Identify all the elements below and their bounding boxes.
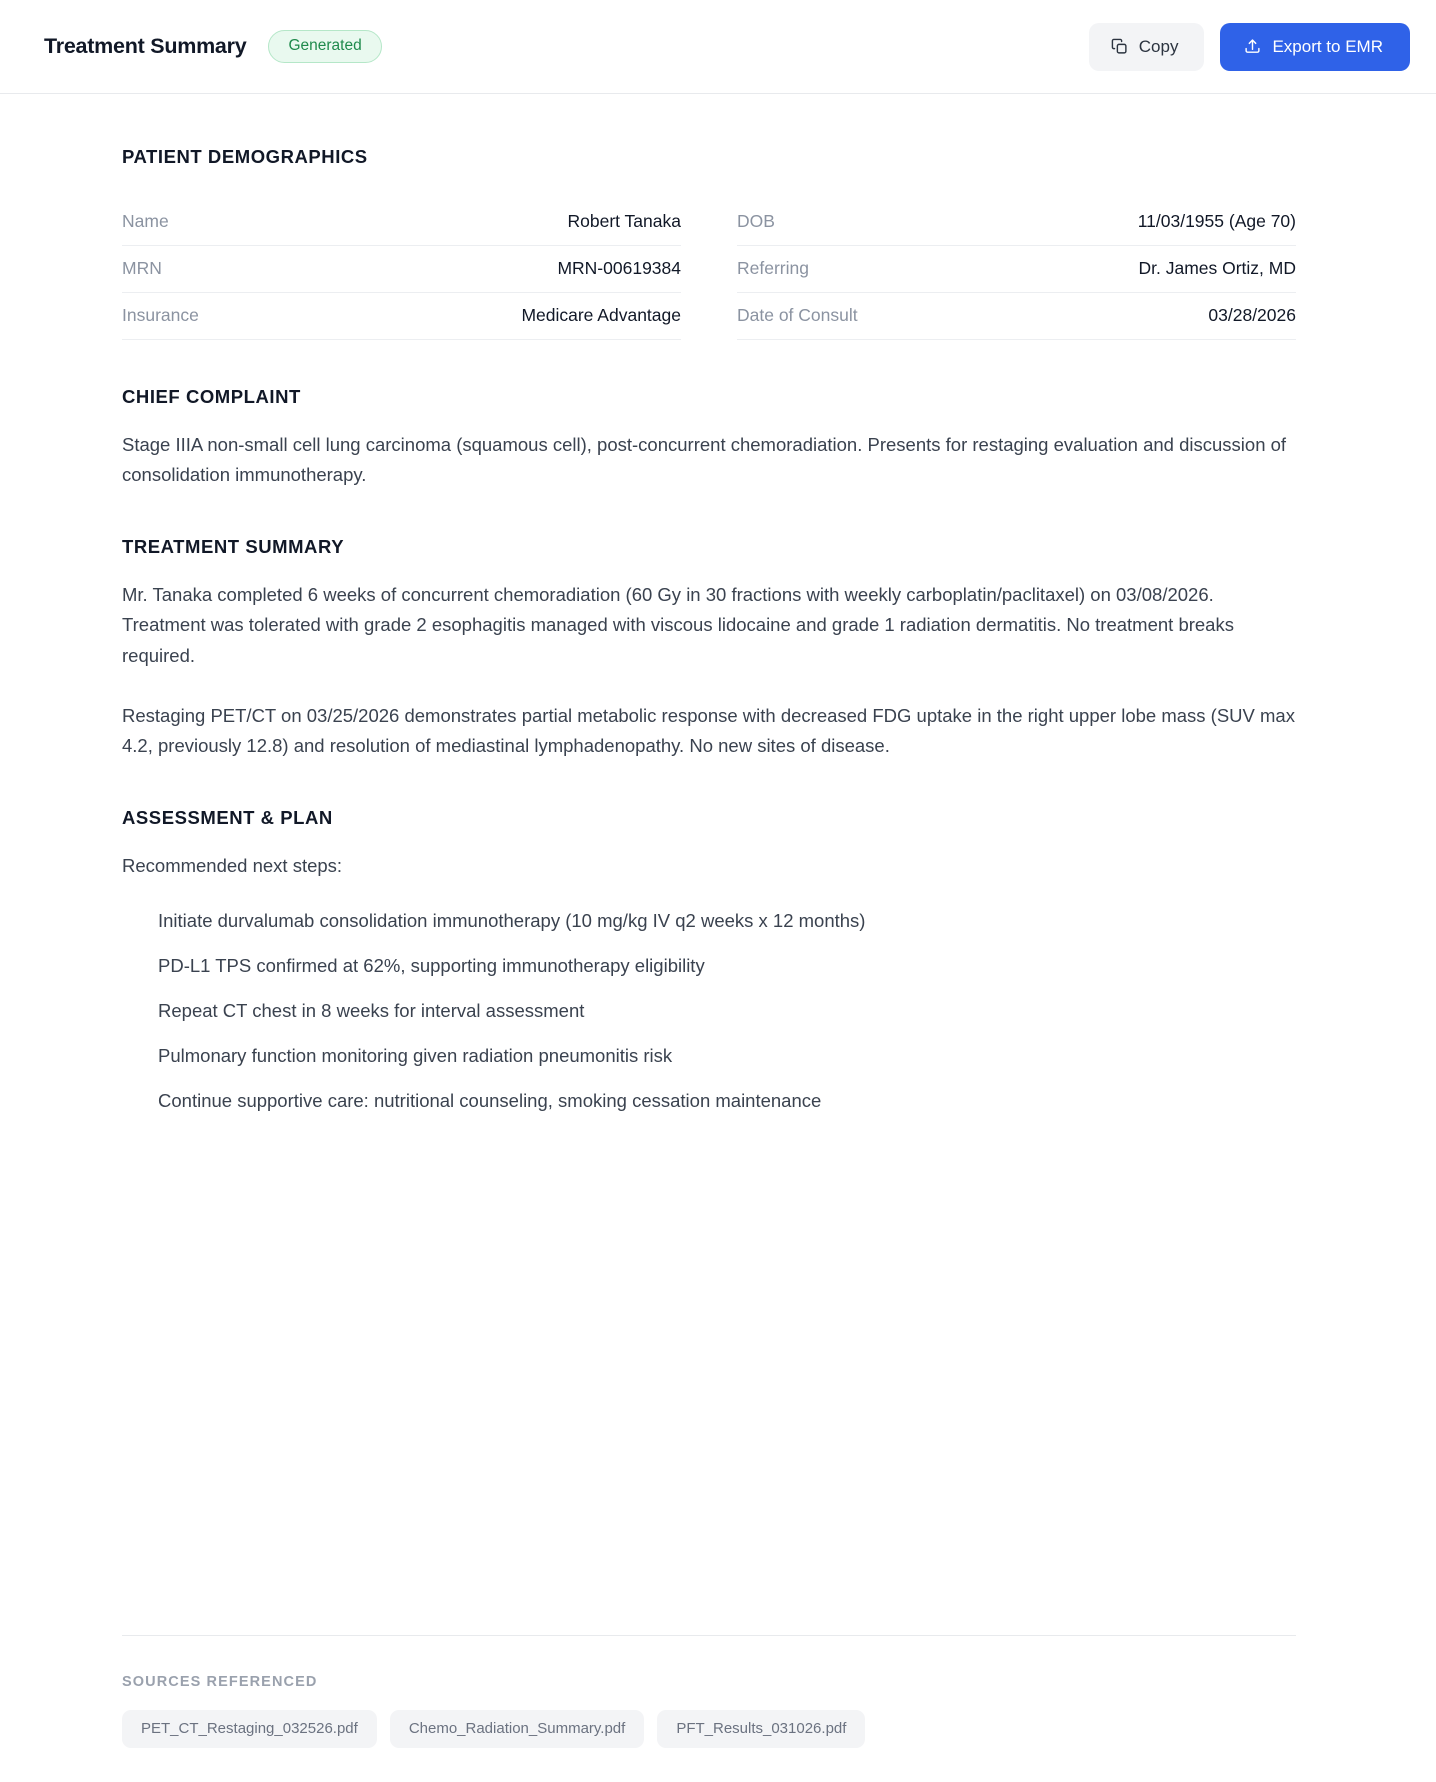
list-item: Pulmonary function monitoring given radiation pneumonitis risk — [158, 1045, 673, 1067]
demographics-left-column — [122, 199, 681, 340]
treatment-summary-heading: TREATMENT SUMMARY — [122, 536, 345, 558]
chief-complaint-section — [122, 386, 1296, 490]
demographics-row — [737, 199, 1296, 246]
demographics-grid — [122, 199, 1296, 340]
list-item: Continue supportive care: nutritional counseling, smoking cessation maintenance — [158, 1090, 822, 1111]
field-label: MRN — [122, 258, 162, 278]
chief-complaint-text: Stage IIIA non-small cell lung carcinoma (squamous cell), post-concurrent chemoradiation. Presents for restaging evaluation and discussion of consolidation immunotherapy. — [122, 434, 1287, 486]
treatment-summary-paragraph: Mr. Tanaka completed 6 weeks of concurrent chemoradiation (60 Gy in 30 fractions with weekly carboplatin/paclitaxel) on 03/08/2026. Treatment was tolerated with grade 2 esophagitis managed with viscous lidocaine and grade 1 radiation dermatitis. No treatment breaks required. — [122, 584, 1234, 666]
header-actions — [1089, 23, 1410, 71]
treatment-summary-section — [122, 536, 1296, 761]
demographics-heading: PATIENT DEMOGRAPHICS — [122, 146, 368, 167]
list-item: Initiate durvalumab consolidation immunotherapy (10 mg/kg IV q2 weeks x 12 months) — [158, 910, 866, 932]
field-label: Date of Consult — [737, 305, 858, 325]
source-chip[interactable]: PFT_Results_031026.pdf — [657, 1710, 865, 1748]
demographics-right-column — [737, 199, 1296, 340]
copy-button[interactable] — [1089, 23, 1205, 71]
field-value: Dr. James Ortiz, MD — [1138, 258, 1296, 278]
field-label: DOB — [737, 211, 775, 231]
export-to-emr-button[interactable] — [1220, 23, 1410, 71]
recommended-steps-list — [122, 899, 1296, 1124]
list-item: Repeat CT chest in 8 weeks for interval assessment — [158, 1000, 585, 1022]
sources-label: SOURCES REFERENCED — [122, 1674, 318, 1690]
list-item: PD-L1 TPS confirmed at 62%, supporting immunotherapy eligibility — [158, 955, 705, 977]
page-header — [0, 0, 1436, 94]
upload-icon — [1244, 38, 1261, 55]
field-label: Insurance — [122, 305, 199, 325]
field-label: Referring — [737, 258, 809, 278]
source-chip[interactable]: PET_CT_Restaging_032526.pdf — [122, 1710, 377, 1748]
copy-button-label: Copy — [1138, 36, 1179, 56]
field-value: Medicare Advantage — [521, 305, 681, 325]
field-value: Robert Tanaka — [567, 211, 681, 231]
field-value: 11/03/1955 (Age 70) — [1137, 211, 1296, 231]
source-chip[interactable]: Chemo_Radiation_Summary.pdf — [390, 1710, 645, 1748]
assessment-plan-heading: ASSESSMENT & PLAN — [122, 806, 333, 828]
page-title: Treatment Summary — [44, 34, 247, 58]
assessment-plan-lead: Recommended next steps: — [122, 854, 343, 876]
export-button-label: Export to EMR — [1272, 36, 1383, 56]
field-value: 03/28/2026 — [1208, 305, 1296, 325]
assessment-plan-section — [122, 807, 1296, 1124]
demographics-row — [737, 293, 1296, 340]
demographics-row — [122, 246, 681, 293]
sources-referenced-section — [122, 1635, 1296, 1782]
demographics-row — [122, 293, 681, 340]
demographics-row — [737, 246, 1296, 293]
treatment-summary-paragraph: Restaging PET/CT on 03/25/2026 demonstrates partial metabolic response with decreased FDG uptake in the right upper lobe mass (SUV max 4.2, previously 12.8) and resolution of mediastinal lymphadenopathy. No new sites of disease. — [122, 704, 1295, 756]
document-body — [0, 94, 1436, 1581]
field-label: Name — [122, 211, 169, 231]
chief-complaint-heading: CHIEF COMPLAINT — [122, 386, 301, 407]
header-left-group — [44, 30, 382, 63]
demographics-row — [122, 199, 681, 246]
source-chip-list — [122, 1710, 1296, 1748]
copy-icon — [1111, 38, 1128, 55]
field-value: MRN-00619384 — [557, 258, 681, 278]
status-badge: Generated — [268, 30, 381, 63]
patient-demographics-section — [122, 146, 1296, 340]
